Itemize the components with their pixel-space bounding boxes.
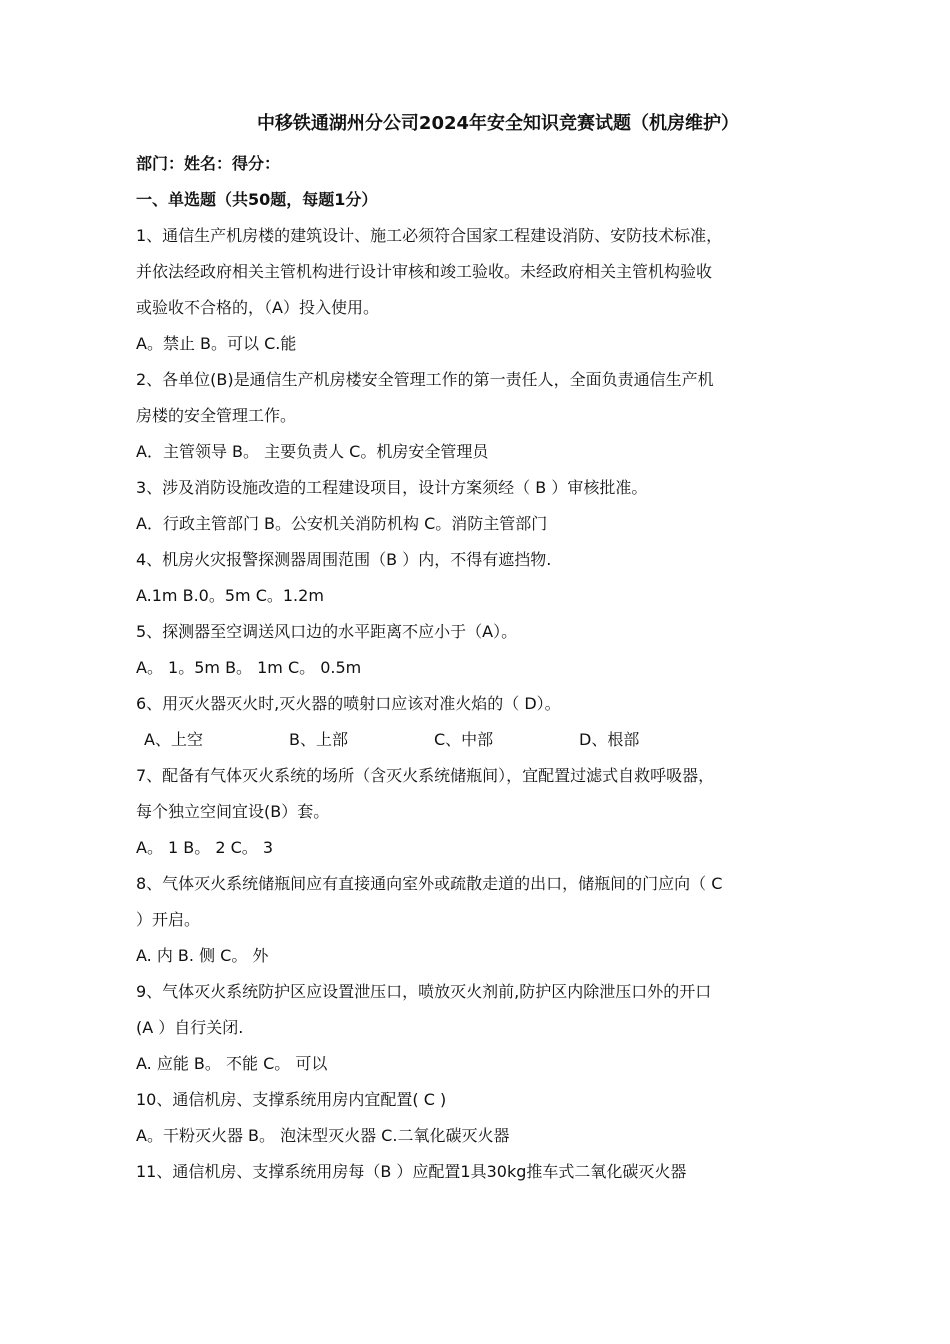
question-5-line-1: 5、探测器至空调送风口边的水平距离不应小于（A）。 xyxy=(136,622,518,641)
question-1-line-2: 并依法经政府相关主管机构进行设计审核和竣工验收。未经政府相关主管机构验收 xyxy=(136,262,713,281)
question-6-line-1: 6、用灭火器灭火时,灭火器的喷射口应该对准火焰的（ D）。 xyxy=(136,694,561,713)
question-9-line-1: 9、气体灭火系统防护区应设置泄压口，喷放灭火剂前,防护区内除泄压口外的开口 xyxy=(136,982,712,1001)
question-2-options: A．主管领导 B。 主要负责人 C。机房安全管理员 xyxy=(136,442,489,461)
question-10-line-1: 10、通信机房、支撑系统用房内宜配置( C ) xyxy=(136,1090,447,1109)
question-8-options: A. 内 B. 侧 C。 外 xyxy=(136,946,269,965)
question-6-option-a: A、上空 xyxy=(144,730,203,749)
question-9-line-2: (A ）自行关闭. xyxy=(136,1018,244,1037)
question-9-options: A. 应能 B。 不能 C。 可以 xyxy=(136,1054,328,1073)
question-7-line-1: 7、配备有气体灭火系统的场所（含灭火系统储瓶间），宜配置过滤式自救呼吸器， xyxy=(136,766,715,785)
header-fields: 部门：姓名：得分： xyxy=(136,154,281,173)
question-4-options: A.1m B.0。5m C。1.2m xyxy=(136,586,324,605)
question-7-options: A。 1 B。 2 C。 3 xyxy=(136,838,274,857)
question-8-line-2: ）开启。 xyxy=(136,910,201,929)
question-4-line-1: 4、机房火灾报警探测器周围范围（B ）内，不得有遮挡物. xyxy=(136,550,552,569)
question-2-line-1: 2、各单位(B)是通信生产机房楼安全管理工作的第一责任人，全面负责通信生产机 xyxy=(136,370,714,389)
document-title: 中移铁通湖州分公司2024年安全知识竞赛试题（机房维护） xyxy=(256,113,740,134)
question-8-line-1: 8、气体灭火系统储瓶间应有直接通向室外或疏散走道的出口，储瓶间的门应向（ C xyxy=(136,874,723,893)
question-6-option-c: C、中部 xyxy=(434,730,494,749)
question-10-options: A。干粉灭火器 B。 泡沫型灭火器 C.二氧化碳灭火器 xyxy=(136,1126,510,1145)
question-3-line-1: 3、涉及消防设施改造的工程建设项目，设计方案须经（ B ）审核批准。 xyxy=(136,478,648,497)
question-3-options: A．行政主管部门 B。公安机关消防机构 C。消防主管部门 xyxy=(136,514,548,533)
question-6-option-b: B、上部 xyxy=(289,730,348,749)
question-1-line-3: 或验收不合格的，（A）投入使用。 xyxy=(136,298,379,317)
question-7-line-2: 每个独立空间宜设(B）套。 xyxy=(136,802,330,821)
question-5-options: A。 1。5m B。 1m C。 0.5m xyxy=(136,658,362,677)
question-2-line-2: 房楼的安全管理工作。 xyxy=(136,406,297,425)
question-1-options: A。禁止 B。可以 C.能 xyxy=(136,334,297,353)
question-6-options xyxy=(136,722,840,758)
question-11-line-1: 11、通信机房、支撑系统用房每（B ）应配置1具30kg推车式二氧化碳灭火器 xyxy=(136,1162,687,1181)
question-1-line-1: 1、通信生产机房楼的建筑设计、施工必须符合国家工程建设消防、安防技术标准， xyxy=(136,226,723,245)
question-6-option-d: D、根部 xyxy=(579,730,640,749)
section-heading: 一、单选题（共50题，每题1分） xyxy=(136,190,378,209)
